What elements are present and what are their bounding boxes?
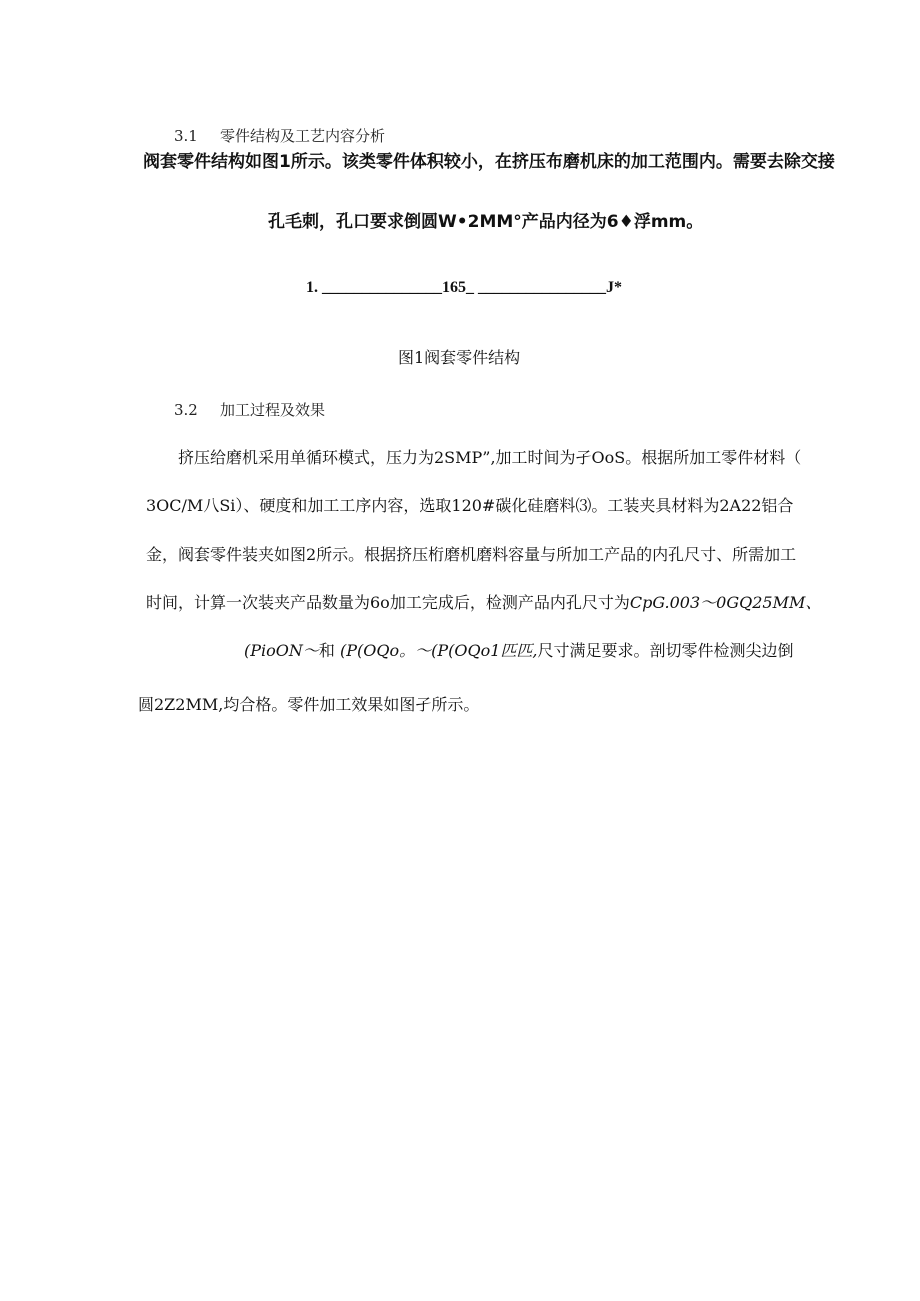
paragraph-2-line-2: 3OC/M八Si）、硬度和加工工序内容，选取120#碳化硅磨料⑶。工装夹具材料为2A22铝合 xyxy=(146,496,794,515)
measurement-text: (P(OQo。～(P(OQo1匹匹, xyxy=(340,641,538,660)
conjunction-text: 和 xyxy=(318,641,335,660)
paragraph-1-line-2: 孔毛刺，孔口要求倒圆W•2MM°产品内径为6♦浮mm。 xyxy=(268,212,704,232)
section-3-1-heading xyxy=(174,126,385,146)
paragraph-2-line-4 xyxy=(146,593,821,613)
figure-dimension-line: 1. _______________165_ ________________J* xyxy=(306,279,622,296)
section-title: 零件结构及工艺内容分析 xyxy=(220,127,386,145)
section-number: 3.2 xyxy=(174,401,198,419)
section-3-2-heading xyxy=(174,400,325,420)
measurement-text: (PioON〜 xyxy=(244,641,319,660)
paragraph-1-line-1: 阀套零件结构如图1所示。该类零件体积较小，在挤压布磨机床的加工范围内。需要去除交接 xyxy=(143,152,835,172)
figure-caption: 图1阀套零件结构 xyxy=(398,348,521,367)
paragraph-2-line-3: 金，阀套零件装夹如图2所示。根据挤压桁磨机磨料容量与所加工产品的内孔尺寸、所需加工 xyxy=(146,545,797,564)
line-text: 时间，计算一次装夹产品数量为6o加工完成后，检测产品内孔尺寸为 xyxy=(146,593,630,612)
paragraph-2-line-6: 圆2Z2MM,均合格。零件加工效果如图孑所示。 xyxy=(138,695,480,714)
section-title: 加工过程及效果 xyxy=(220,401,326,419)
measurement-text: CpG.003〜0GQ25MM、 xyxy=(629,593,822,612)
paragraph-2-line-5 xyxy=(244,641,794,661)
section-number: 3.1 xyxy=(174,127,198,145)
line-text: 尺寸满足要求。剖切零件检测尖边倒 xyxy=(537,641,794,660)
paragraph-2-line-1: 挤压给磨机采用单循环模式，压力为2SMP”,加工时间为孑OoS。根据所加工零件材料（ xyxy=(178,448,802,467)
